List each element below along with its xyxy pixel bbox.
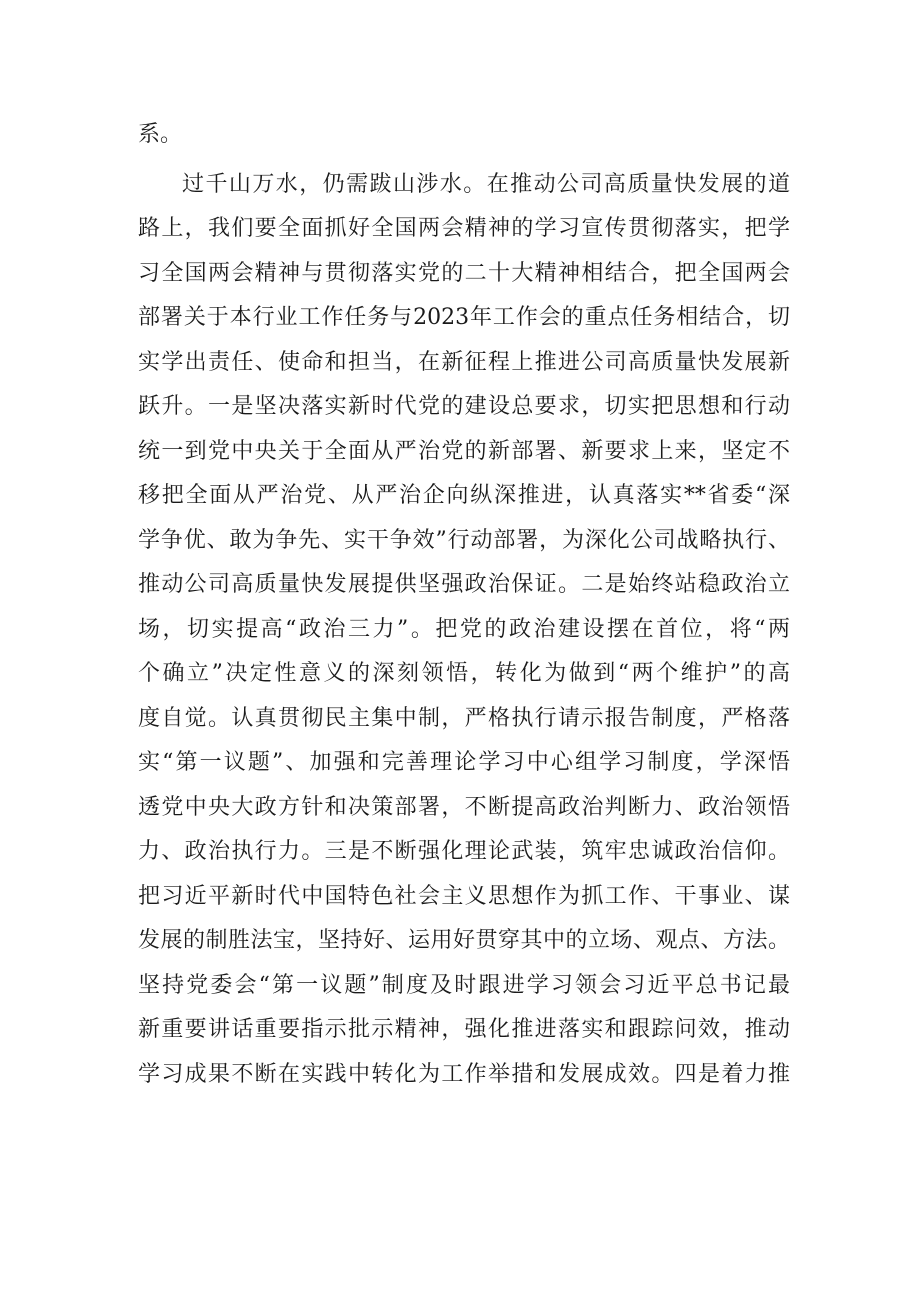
text-line: 系。 xyxy=(138,122,183,147)
text-line: 部署关于本行业工作任务与2023年工作会的重点任务相结合，切 xyxy=(138,305,790,330)
text-line: 统一到党中央关于全面从严治党的新部署、新要求上来，坚定不 xyxy=(138,438,790,464)
text-line: 实“第一议题”、加强和完善理论学习中心组学习制度，学深悟 xyxy=(138,750,790,775)
text-line: 学习成果不断在实践中转化为工作举措和发展成效。四是着力推 xyxy=(138,1061,790,1087)
text-line: 跃升。一是坚决落实新时代党的建设总要求，切实把思想和行动 xyxy=(138,394,790,419)
text-line: 过千山万水，仍需跋山涉水。在推动公司高质量快发展的道 xyxy=(182,171,790,197)
text-line: 场，切实提高“政治三力”。把党的政治建设摆在首位，将“两 xyxy=(138,616,790,642)
text-line: 个确立”决定性意义的深刻领悟，转化为做到“两个维护”的高 xyxy=(138,661,790,686)
text-line: 推动公司高质量快发展提供坚强政治保证。二是始终站稳政治立 xyxy=(138,572,790,597)
text-line: 透党中央大政方针和决策部署，不断提高政治判断力、政治领悟 xyxy=(138,794,790,820)
text-line: 力、政治执行力。三是不断强化理论武装，筑牢忠诚政治信仰。 xyxy=(138,839,790,864)
text-line: 习全国两会精神与贯彻落实党的二十大精神相结合，把全国两会 xyxy=(138,260,790,286)
text-line: 发展的制胜法宝，坚持好、运用好贯穿其中的立场、观点、方法。 xyxy=(138,928,790,953)
text-line: 坚持党委会“第一议题”制度及时跟进学习领会习近平总书记最 xyxy=(138,972,790,998)
body-text xyxy=(138,113,790,1097)
text-line: 路上，我们要全面抓好全国两会精神的学习宣传贯彻落实，把学 xyxy=(138,216,790,241)
text-line: 新重要讲话重要指示批示精神，强化推进落实和跟踪问效，推动 xyxy=(138,1017,790,1042)
text-line: 移把全面从严治党、从严治企向纵深推进，认真落实**省委“深 xyxy=(138,483,790,508)
text-line: 度自觉。认真贯彻民主集中制，严格执行请示报告制度，严格落 xyxy=(138,705,790,731)
text-line: 把习近平新时代中国特色社会主义思想作为抓工作、干事业、谋 xyxy=(138,883,790,909)
text-line: 实学出责任、使命和担当，在新征程上推进公司高质量快发展新 xyxy=(138,349,790,375)
text-line: 学争优、敢为争先、实干争效”行动部署，为深化公司战略执行、 xyxy=(138,527,790,553)
